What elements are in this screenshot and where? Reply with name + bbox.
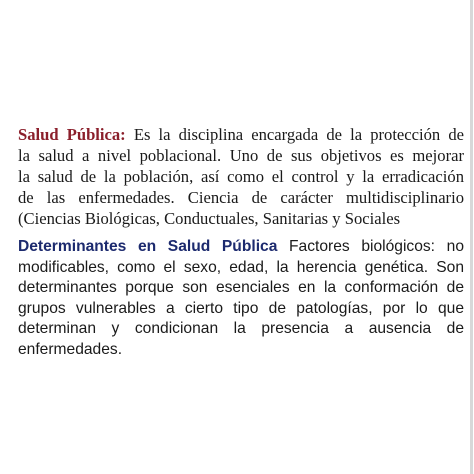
salud-publica-definition	[18, 124, 464, 229]
paragraph-line	[18, 237, 464, 258]
determinantes-definition	[18, 237, 464, 360]
paragraph-line: (Ciencias Biológicas, Conductuales, Sanitarias y Sociales	[18, 209, 401, 228]
paragraph-line: la salud de la población, así como el control y la erradicación	[18, 167, 464, 186]
paragraph-text: Es la disciplina encargada de la protección de	[125, 125, 465, 144]
paragraph-line: enfermedades.	[18, 340, 123, 358]
paragraph-line: determinan y condicionan la presencia a ausencia de	[18, 320, 464, 337]
term-determinantes: Determinantes en Salud Pública	[18, 238, 278, 255]
term-salud-publica: Salud Pública:	[18, 125, 126, 144]
paragraph-line: la salud a nivel poblacional. Uno de sus objetivos es mejorar	[18, 146, 464, 165]
paragraph-line: de las enfermedades. Ciencia de carácter multidisciplinario	[18, 188, 464, 207]
paragraph-line: grupos vulnerables a cierto tipo de patologías, por lo que	[18, 299, 464, 317]
paragraph-line	[18, 124, 464, 145]
paragraph-line: determinantes porque son esenciales en la conformación de	[18, 279, 464, 296]
paragraph-text: Factores biológicos: no	[277, 238, 464, 255]
paragraph-line: modificables, como el sexo, edad, la herencia genética. Son	[18, 258, 464, 276]
